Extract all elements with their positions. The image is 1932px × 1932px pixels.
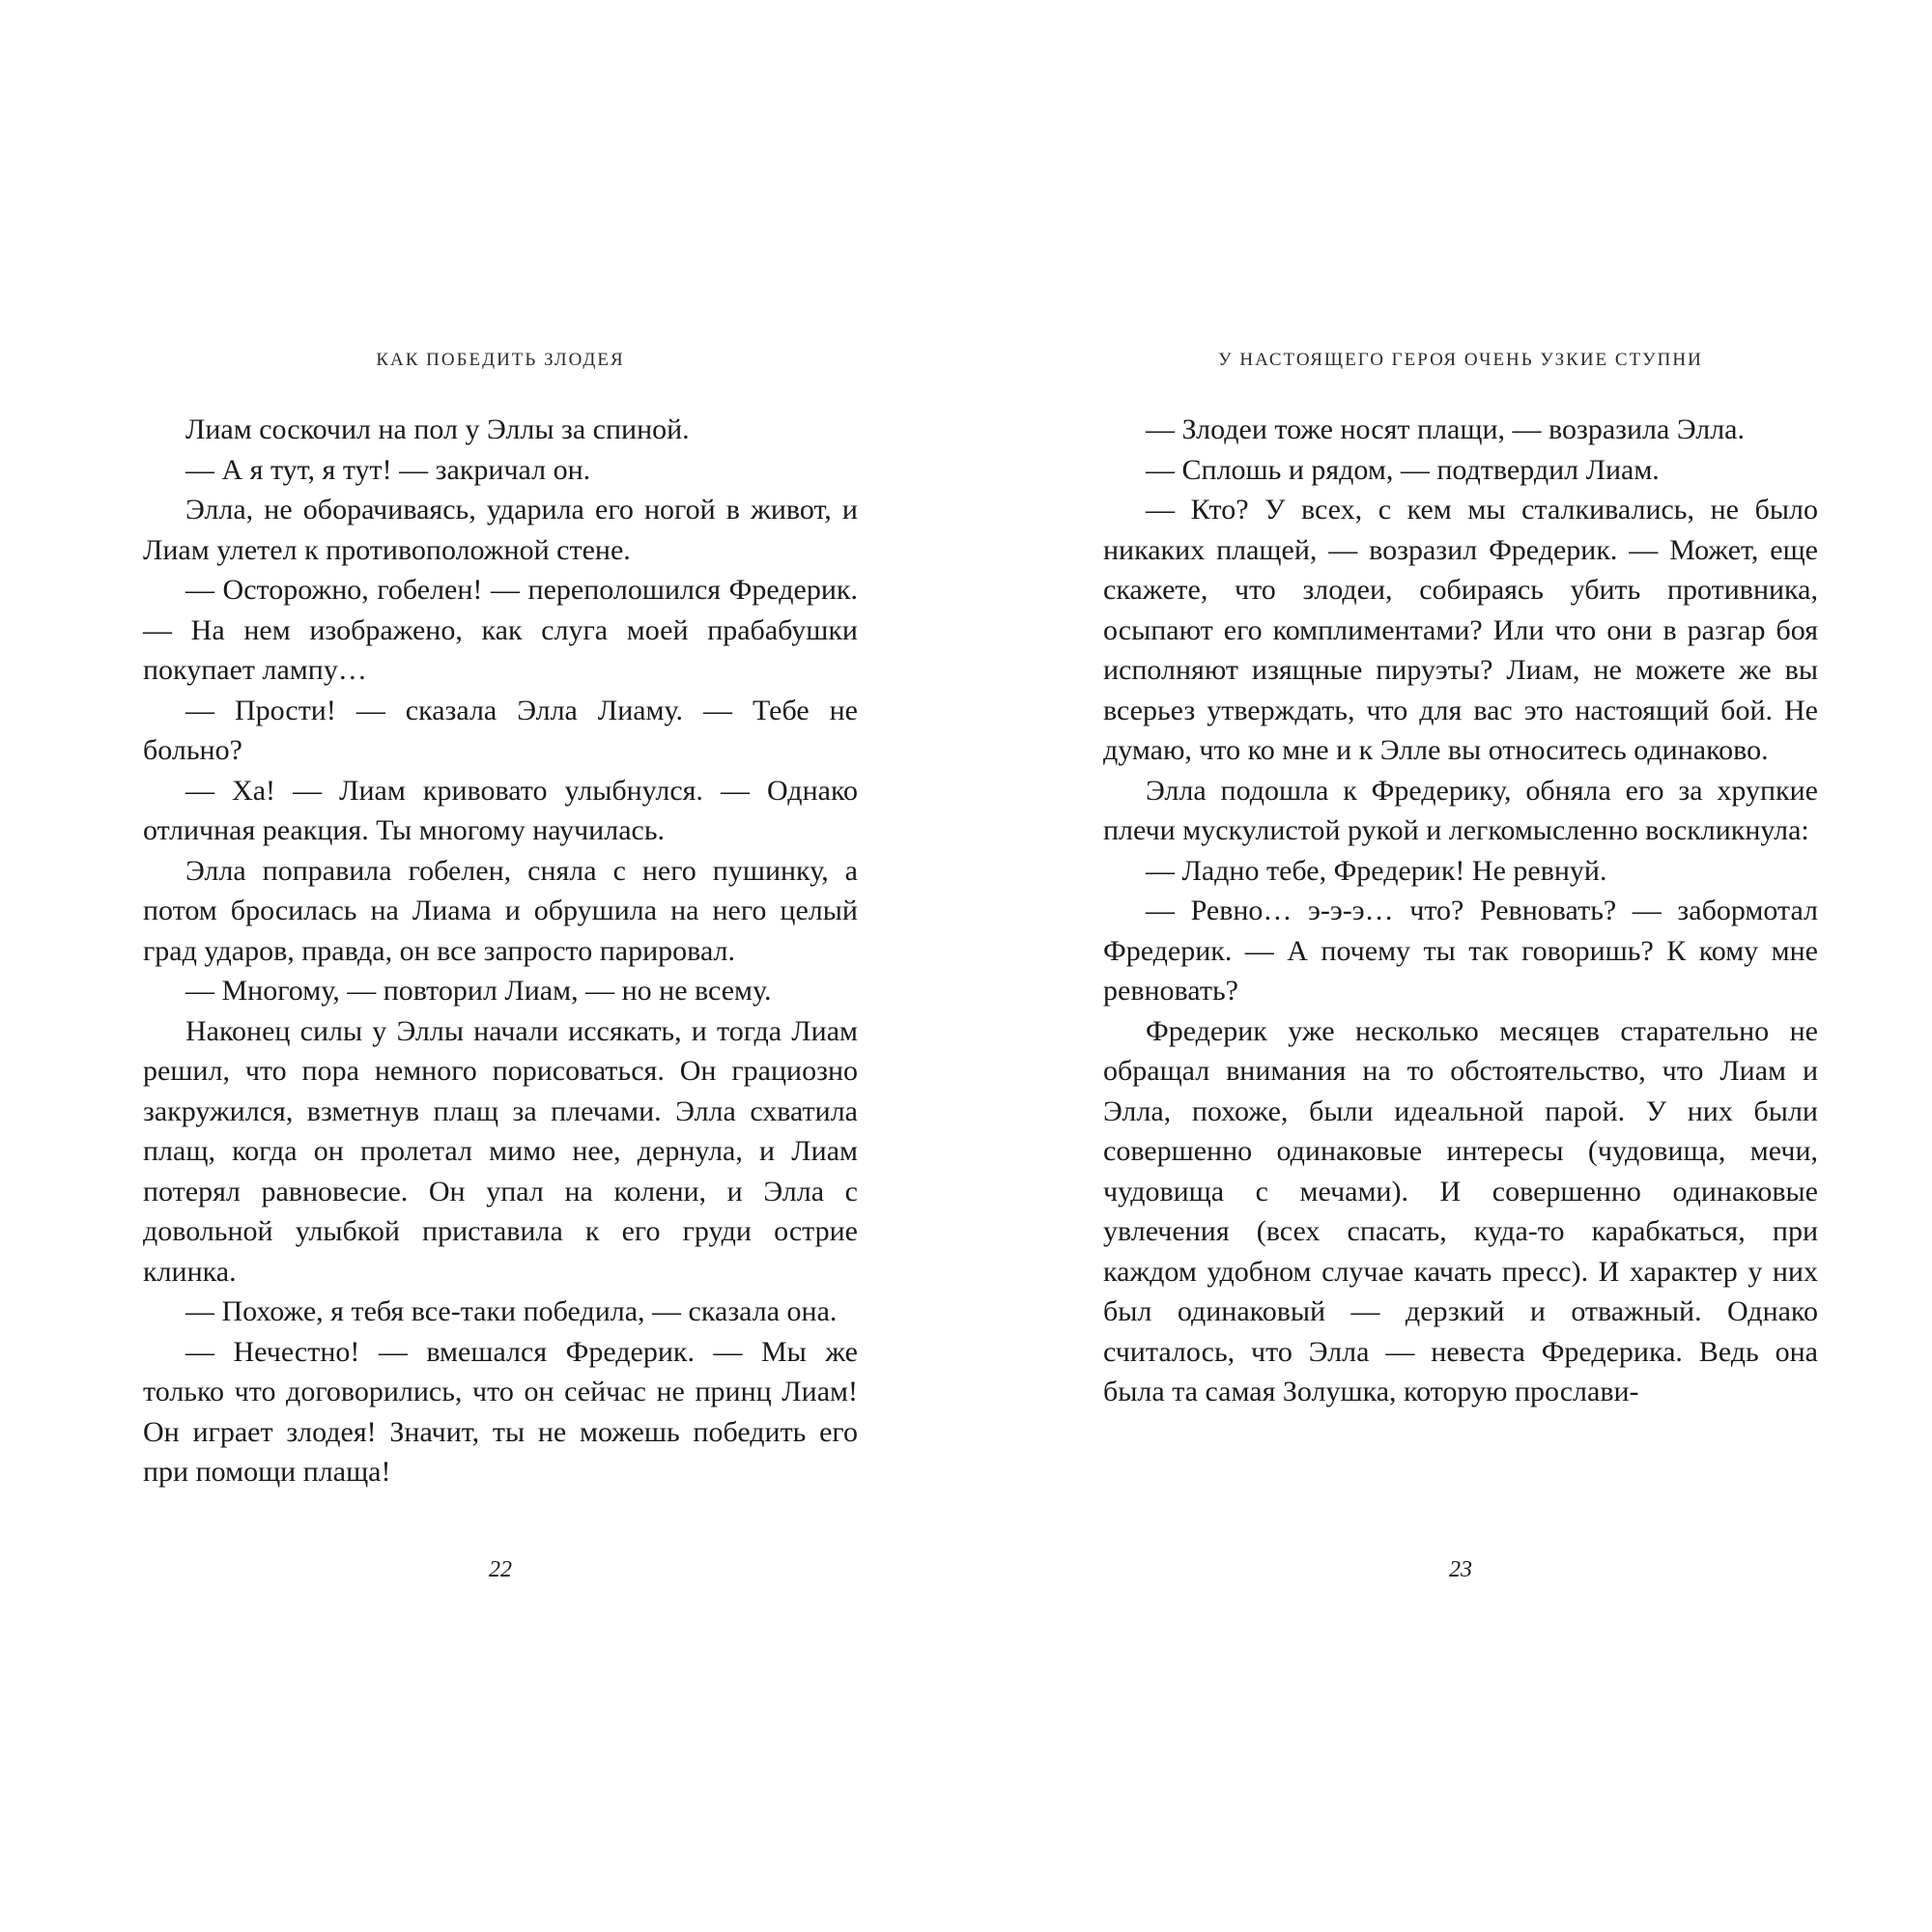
paragraph: — Кто? У всех, с кем мы сталкивались, не было никаких плащей, — возразил Фредерик. — Может, еще скажете, что злодеи, собираясь убить противника, осыпают его комплиментами? Или что они в разгар боя исполняют изящные пируэты? Лиам, не можете же вы всерьез утверждать, что для вас это настоящий бой. Не думаю, что ко мне и к Элле вы относитесь одинаково. [1103, 494, 1818, 766]
page-number-left: 22 [489, 1557, 512, 1582]
paragraph: — Ха! — Лиам кривовато улыбнулся. — Однако отличная реакция. Ты многому научилась. [143, 774, 858, 846]
paragraph: — Нечестно! — вмешался Фредерик. — Мы же только что договорились, что он сейчас не принц Лиам! Он играет злодея! Значит, ты не можешь победить его при помощи плаща! [143, 1335, 858, 1488]
paragraph: — Злодеи тоже носят плащи, — возразила Элла. [1146, 413, 1745, 445]
paragraph: — Похоже, я тебя все-таки победила, — сказала она. [185, 1295, 838, 1327]
paragraph: Элла подошла к Фредерику, обняла его за хрупкие плечи мускулистой рукой и легкомысленно воскликнула: [1103, 774, 1818, 846]
page-number-right: 23 [1449, 1557, 1472, 1582]
left-page [143, 0, 858, 1932]
right-page-text [1103, 410, 1818, 1412]
paragraph: — Ладно тебе, Фредерик! Не ревнуй. [1146, 854, 1607, 887]
paragraph: — Осторожно, гобелен! — переполошился Фредерик. — На нем изображено, как слуга моей прабабушки покупает лампу… [143, 574, 858, 686]
paragraph: — Ревно… э-э-э… что? Ревновать? — забормотал Фредерик. — А почему ты так говоришь? К кому мне ревновать? [1103, 895, 1818, 1007]
right-page [1103, 0, 1818, 1932]
paragraph: Элла, не оборачиваясь, ударила его ногой в живот, и Лиам улетел к противоположной стене. [143, 494, 858, 566]
paragraph: — Многому, — повторил Лиам, — но не всему. [185, 975, 772, 1007]
paragraph: Элла поправила гобелен, сняла с него пушинку, а потом бросилась на Лиама и обрушила на него целый град ударов, правда, он все запросто парировал. [143, 854, 858, 967]
running-head-left: КАК ПОБЕДИТЬ ЗЛОДЕЯ [376, 350, 625, 370]
paragraph: Лиам соскочил на пол у Эллы за спиной. [185, 413, 690, 445]
running-head-right: У НАСТОЯЩЕГО ГЕРОЯ ОЧЕНЬ УЗКИЕ СТУПНИ [1218, 350, 1703, 370]
paragraph: — Сплошь и рядом, — подтвердил Лиам. [1146, 453, 1660, 486]
paragraph: Наконец силы у Эллы начали иссякать, и тогда Лиам решил, что пора немного порисоваться. Он грациозно закружился, взметнув плащ за плечами. Элла схватила плащ, когда он пролетал мимо нее, дернула, и Лиам потерял равновесие. Он упал на колени, и Элла с довольной улыбкой приставила к его груди острие клинка. [143, 1014, 858, 1288]
paragraph: — А я тут, я тут! — закричал он. [185, 453, 591, 486]
paragraph: Фредерик уже несколько месяцев старательно не обращал внимания на то обстоятельство, что Лиам и Элла, похоже, были идеальной парой. У них были совершенно одинаковые интересы (чудовища, мечи, чудовища с мечами). И совершенно одинаковые увлечения (всех спасать, куда-то карабкаться, при каждом удобном случае качать пресс). И характер у них был одинаковый — дерзкий и отважный. Однако считалось, что Элла — невеста Фредерика. Ведь она была та самая Золушка, которую прослави- [1103, 1014, 1818, 1407]
paragraph: — Прости! — сказала Элла Лиаму. — Тебе не больно? [143, 694, 858, 766]
left-page-text [143, 410, 858, 1492]
